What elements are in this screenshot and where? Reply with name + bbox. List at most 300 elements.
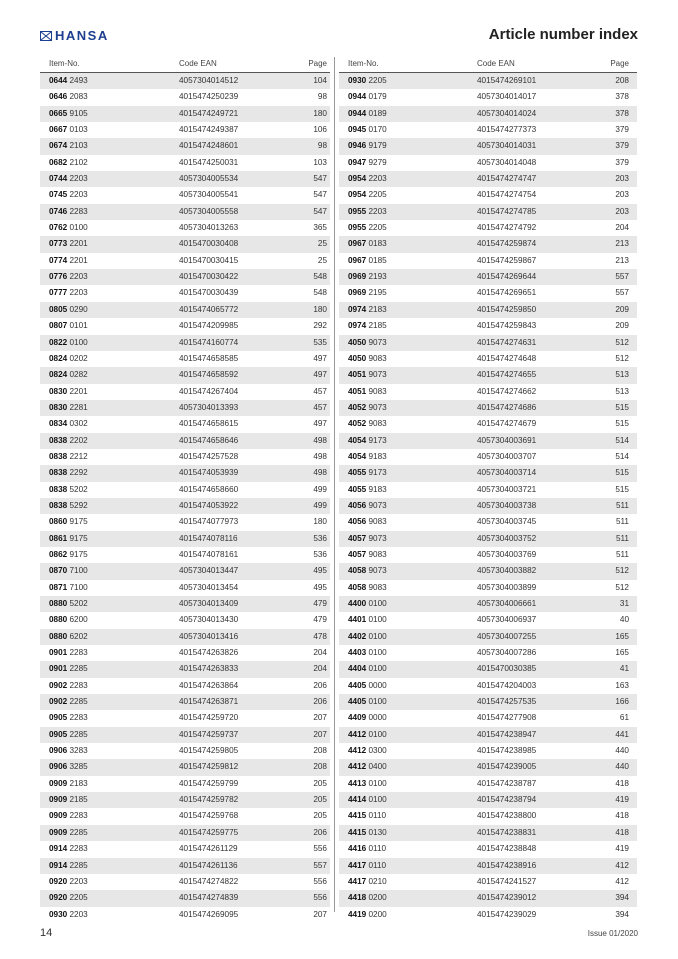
ean-code: 4015474274662 <box>477 386 537 396</box>
item-prefix: 4419 <box>348 909 367 919</box>
item-suffix: 0302 <box>69 419 88 429</box>
item-number <box>348 580 387 596</box>
item-prefix: 4050 <box>348 353 367 363</box>
item-prefix: 0862 <box>49 549 68 559</box>
item-prefix: 4417 <box>348 876 367 886</box>
item-prefix: 0902 <box>49 697 68 707</box>
ean-code: 4015470030408 <box>179 239 239 249</box>
item-number <box>348 384 387 400</box>
table-row <box>339 220 637 236</box>
ean-code: 4015474259799 <box>179 778 239 788</box>
item-prefix: 0947 <box>348 157 367 167</box>
item-suffix: 2193 <box>368 272 387 282</box>
item-prefix: 4050 <box>348 337 367 347</box>
page-ref: 379 <box>615 141 629 151</box>
ean-code: 4057304003738 <box>477 500 537 510</box>
item-suffix: 9179 <box>368 141 387 151</box>
item-suffix: 0101 <box>69 321 88 331</box>
item-number <box>49 841 88 857</box>
ean-code: 4015474261136 <box>179 860 238 870</box>
page-ref: 557 <box>313 860 327 870</box>
table-row <box>339 482 637 498</box>
table-row <box>339 661 637 677</box>
ean-code: 4015474274648 <box>477 353 537 363</box>
item-suffix: 2283 <box>69 811 88 821</box>
table-row <box>339 759 637 775</box>
table-row <box>339 841 637 857</box>
item-number <box>49 253 88 269</box>
item-suffix: 0282 <box>69 370 88 380</box>
page-ref: 41 <box>619 664 629 674</box>
table-row <box>339 449 637 465</box>
page-ref: 547 <box>313 190 327 200</box>
item-prefix: 4401 <box>348 615 367 625</box>
item-number <box>49 874 88 890</box>
page-ref: 497 <box>313 370 327 380</box>
page-ref: 515 <box>615 484 629 494</box>
item-number <box>348 433 387 449</box>
page-ref: 378 <box>615 92 629 102</box>
page-ref: 418 <box>615 778 629 788</box>
item-suffix: 9083 <box>368 582 387 592</box>
item-suffix: 0290 <box>69 304 88 314</box>
page-ref: 512 <box>615 353 629 363</box>
item-prefix: 4403 <box>348 648 367 658</box>
page-ref: 106 <box>313 125 327 135</box>
item-suffix: 7100 <box>69 566 88 576</box>
item-number <box>49 236 88 252</box>
item-suffix: 2205 <box>368 76 387 85</box>
page-ref: 440 <box>615 746 629 756</box>
page-ref: 209 <box>615 304 629 314</box>
page-ref: 365 <box>313 223 327 233</box>
ean-code: 4057304013263 <box>179 223 239 233</box>
item-suffix: 3283 <box>69 746 88 756</box>
item-suffix: 2195 <box>368 288 387 298</box>
item-number <box>348 220 387 236</box>
item-prefix: 0920 <box>49 893 68 903</box>
item-number <box>49 285 88 301</box>
page-ref: 208 <box>313 762 327 772</box>
ean-code: 4015474250031 <box>179 157 239 167</box>
table-row <box>40 645 330 661</box>
item-suffix: 0000 <box>368 713 387 723</box>
table-row <box>339 727 637 743</box>
item-prefix: 0909 <box>49 778 68 788</box>
item-number <box>49 907 88 923</box>
item-prefix: 4404 <box>348 664 367 674</box>
item-suffix: 2203 <box>69 272 88 282</box>
item-suffix: 2205 <box>368 223 387 233</box>
right-column <box>339 57 637 923</box>
table-row <box>40 727 330 743</box>
item-prefix: 0906 <box>49 762 68 772</box>
page-ref: 556 <box>313 876 327 886</box>
table-row <box>339 285 637 301</box>
item-prefix: 4052 <box>348 419 367 429</box>
item-prefix: 4055 <box>348 484 367 494</box>
item-number <box>348 743 387 759</box>
table-row <box>40 482 330 498</box>
item-suffix: 9083 <box>368 517 387 527</box>
item-suffix: 2185 <box>368 321 387 331</box>
table-row <box>339 580 637 596</box>
table-row <box>40 73 330 89</box>
item-number <box>49 187 88 203</box>
ean-code: 4057304013454 <box>179 582 239 592</box>
table-row <box>40 367 330 383</box>
item-suffix: 2205 <box>368 190 387 200</box>
table-row <box>40 433 330 449</box>
item-prefix: 4412 <box>348 762 367 772</box>
ean-code: 4015474267404 <box>179 386 239 396</box>
item-suffix: 2283 <box>69 206 88 216</box>
item-prefix: 0774 <box>49 255 68 265</box>
ean-code: 4057304014031 <box>477 141 537 151</box>
item-prefix: 0830 <box>49 402 68 412</box>
item-number <box>49 759 88 775</box>
item-suffix: 0189 <box>368 108 387 118</box>
item-suffix: 0200 <box>368 909 387 919</box>
page-ref: 536 <box>313 533 327 543</box>
item-number <box>348 858 386 874</box>
issue-label: Issue 01/2020 <box>587 929 638 938</box>
item-number <box>348 367 387 383</box>
item-suffix: 6200 <box>69 615 88 625</box>
page-ref: 515 <box>615 419 629 429</box>
table-row <box>40 220 330 236</box>
page-ref: 206 <box>313 827 327 837</box>
item-prefix: 0944 <box>348 108 367 118</box>
page-ref: 165 <box>615 631 629 641</box>
item-number <box>348 253 387 269</box>
item-number <box>348 351 387 367</box>
item-prefix: 0860 <box>49 517 68 527</box>
item-suffix: 2183 <box>368 304 387 314</box>
item-number <box>49 482 88 498</box>
item-prefix: 0955 <box>348 223 367 233</box>
page-ref: 180 <box>313 304 327 314</box>
item-suffix: 0000 <box>368 680 387 690</box>
item-prefix: 4056 <box>348 517 367 527</box>
item-suffix: 0110 <box>368 844 387 854</box>
table-row <box>339 858 637 874</box>
item-prefix: 0930 <box>348 76 367 85</box>
item-number <box>49 514 88 530</box>
page-ref: 180 <box>313 517 327 527</box>
ean-code: 4015474259867 <box>477 255 537 265</box>
page-ref: 479 <box>313 599 327 608</box>
item-number <box>49 416 88 432</box>
item-suffix: 0110 <box>368 860 387 870</box>
item-suffix: 9083 <box>368 386 387 396</box>
page-ref: 165 <box>615 648 629 658</box>
ean-code: 4015474259782 <box>179 795 239 805</box>
item-prefix: 4400 <box>348 599 367 608</box>
table-row <box>339 73 637 89</box>
item-suffix: 2203 <box>69 190 88 200</box>
item-prefix: 0746 <box>49 206 68 216</box>
item-number <box>348 236 387 252</box>
item-suffix: 2283 <box>69 713 88 723</box>
page-ref: 495 <box>313 566 327 576</box>
table-row <box>40 694 330 710</box>
table-row <box>40 629 330 645</box>
item-number <box>348 661 387 677</box>
item-suffix: 0170 <box>368 125 387 135</box>
table-row <box>40 563 330 579</box>
item-suffix: 9173 <box>368 435 387 445</box>
page-ref: 557 <box>615 288 629 298</box>
table-row <box>339 204 637 220</box>
page-ref: 498 <box>313 451 327 461</box>
item-prefix: 0930 <box>49 909 68 919</box>
item-suffix: 6202 <box>69 631 88 641</box>
item-number <box>49 678 88 694</box>
item-suffix: 2285 <box>69 664 88 674</box>
page-ref: 514 <box>615 435 629 445</box>
item-prefix: 0777 <box>49 288 68 298</box>
ean-code: 4057304013393 <box>179 402 239 412</box>
page-ref: 419 <box>615 795 629 805</box>
item-prefix: 0946 <box>348 141 367 151</box>
ean-code: 4015474658615 <box>179 419 239 429</box>
page-ref: 379 <box>615 125 629 135</box>
ean-code: 4015474249387 <box>179 125 239 135</box>
page-ref: 513 <box>615 370 629 380</box>
page-ref: 204 <box>313 664 327 674</box>
ean-code: 4015474249721 <box>179 108 239 118</box>
item-suffix: 2292 <box>69 468 88 478</box>
page-ref: 98 <box>317 92 327 102</box>
item-prefix: 0954 <box>348 190 367 200</box>
item-suffix: 2212 <box>69 451 88 461</box>
ean-code: 4015474238787 <box>477 778 537 788</box>
item-suffix: 9105 <box>69 108 88 118</box>
item-number <box>49 498 88 514</box>
page-ref: 204 <box>313 648 327 658</box>
item-prefix: 0914 <box>49 860 68 870</box>
page-number: 14 <box>40 927 53 939</box>
item-prefix: 0969 <box>348 288 367 298</box>
table-row <box>339 416 637 432</box>
table-row <box>40 449 330 465</box>
item-number <box>49 269 88 285</box>
ean-code: 4015474238947 <box>477 729 537 739</box>
table-row <box>40 596 330 612</box>
item-suffix: 0100 <box>69 223 88 233</box>
table-row <box>40 710 330 726</box>
table-row <box>339 106 637 122</box>
item-number <box>49 792 88 808</box>
item-number <box>49 335 88 351</box>
item-prefix: 0744 <box>49 174 68 184</box>
item-suffix: 0100 <box>69 337 88 347</box>
page-ref: 478 <box>313 631 327 641</box>
item-prefix: 0974 <box>348 304 367 314</box>
page-title: Article number index <box>488 26 638 43</box>
page-ref: 203 <box>615 206 629 216</box>
item-number <box>49 384 88 400</box>
item-number <box>348 89 387 105</box>
item-number <box>348 874 387 890</box>
ean-code: 4057304013447 <box>179 566 239 576</box>
table-row <box>339 514 637 530</box>
page-ref: 208 <box>615 76 629 85</box>
page-ref: 203 <box>615 190 629 200</box>
table-row <box>40 841 330 857</box>
page-ref: 418 <box>615 811 629 821</box>
table-row <box>40 776 330 792</box>
table-row <box>40 907 330 923</box>
item-suffix: 9083 <box>368 353 387 363</box>
left-column <box>40 57 330 923</box>
item-number <box>49 318 88 334</box>
item-suffix: 2285 <box>69 827 88 837</box>
item-suffix: 2203 <box>368 174 387 184</box>
item-suffix: 2183 <box>69 778 88 788</box>
page-ref: 512 <box>615 566 629 576</box>
item-number <box>348 449 387 465</box>
item-suffix: 0130 <box>368 827 387 837</box>
item-prefix: 4412 <box>348 729 367 739</box>
item-number <box>49 563 88 579</box>
ean-code: 4057304006937 <box>477 615 537 625</box>
item-prefix: 0838 <box>49 451 68 461</box>
item-prefix: 0967 <box>348 255 367 265</box>
ean-code: 4057304003691 <box>477 435 537 445</box>
ean-code: 4015474658585 <box>179 353 239 363</box>
item-number <box>49 400 88 416</box>
item-prefix: 0834 <box>49 419 68 429</box>
page-ref: 547 <box>313 206 327 216</box>
page-ref: 511 <box>615 517 629 527</box>
item-suffix: 9083 <box>368 419 387 429</box>
item-suffix: 9073 <box>368 500 387 510</box>
item-prefix: 4052 <box>348 402 367 412</box>
item-number <box>49 645 88 661</box>
item-suffix: 2203 <box>69 909 88 919</box>
page-ref: 419 <box>615 844 629 854</box>
item-prefix: 0920 <box>49 876 68 886</box>
table-row <box>40 204 330 220</box>
table-row <box>339 645 637 661</box>
column-header <box>339 57 637 73</box>
item-prefix: 0667 <box>49 125 68 135</box>
item-number <box>49 367 88 383</box>
table-row <box>40 661 330 677</box>
ean-code: 4057304005558 <box>179 206 239 216</box>
item-suffix: 0185 <box>368 255 387 265</box>
table-row <box>339 531 637 547</box>
page-ref: 213 <box>615 239 629 249</box>
table-row <box>40 498 330 514</box>
table-row <box>339 433 637 449</box>
item-number <box>348 187 387 203</box>
item-suffix: 0100 <box>368 615 387 625</box>
item-number <box>49 890 88 906</box>
item-suffix: 9175 <box>69 533 88 543</box>
ean-code: 4015474259720 <box>179 713 239 723</box>
table-row <box>40 138 330 154</box>
item-suffix: 9183 <box>368 451 387 461</box>
item-prefix: 0909 <box>49 827 68 837</box>
item-prefix: 0861 <box>49 533 68 543</box>
item-prefix: 4414 <box>348 795 367 805</box>
page-header <box>40 24 638 48</box>
item-prefix: 4058 <box>348 566 367 576</box>
item-prefix: 0807 <box>49 321 68 331</box>
page-ref: 208 <box>313 746 327 756</box>
item-suffix: 0100 <box>368 664 387 674</box>
ean-code: 4015474259768 <box>179 811 239 821</box>
item-number <box>348 531 387 547</box>
item-prefix: 0830 <box>49 386 68 396</box>
item-number <box>49 727 88 743</box>
table-row <box>40 759 330 775</box>
page-header: Page <box>308 59 327 68</box>
table-row <box>339 874 637 890</box>
item-number <box>348 776 387 792</box>
table-row <box>40 89 330 105</box>
page-ref: 205 <box>313 778 327 788</box>
page-ref: 98 <box>317 141 327 151</box>
item-prefix: 0674 <box>49 141 68 151</box>
item-number <box>49 825 88 841</box>
item-number <box>348 759 387 775</box>
ean-code: 4015474077973 <box>179 517 239 527</box>
item-prefix: 0870 <box>49 566 68 576</box>
item-number <box>348 907 387 923</box>
page-header: Page <box>610 59 629 68</box>
page-ref: 499 <box>313 484 327 494</box>
item-suffix: 2103 <box>69 141 88 151</box>
item-suffix: 0400 <box>368 762 387 772</box>
item-suffix: 2201 <box>69 239 88 249</box>
ean-code: 4015474160774 <box>179 337 239 347</box>
item-suffix: 2283 <box>69 844 88 854</box>
item-number <box>49 776 88 792</box>
ean-code: 4015474658660 <box>179 484 239 494</box>
table-row <box>40 743 330 759</box>
item-number <box>348 514 387 530</box>
item-prefix: 0838 <box>49 468 68 478</box>
item-prefix: 4051 <box>348 386 367 396</box>
table-row <box>40 302 330 318</box>
page-ref: 499 <box>313 500 327 510</box>
table-row <box>40 318 330 334</box>
item-suffix: 9073 <box>368 533 387 543</box>
item-number <box>348 269 387 285</box>
table-row <box>40 285 330 301</box>
item-suffix: 0100 <box>368 778 387 788</box>
item-number <box>49 220 88 236</box>
item-number <box>49 612 88 628</box>
item-prefix: 4058 <box>348 582 367 592</box>
page-ref: 457 <box>313 402 327 412</box>
table-row <box>339 351 637 367</box>
table-row <box>40 400 330 416</box>
ean-code: 4057304014017 <box>477 92 537 102</box>
table-row <box>40 792 330 808</box>
item-number <box>348 482 387 498</box>
ean-code: 4015474239012 <box>477 893 537 903</box>
item-number <box>49 204 88 220</box>
item-prefix: 4054 <box>348 435 367 445</box>
item-number <box>49 449 88 465</box>
item-prefix: 0909 <box>49 795 68 805</box>
ean-code: 4015474238831 <box>477 827 537 837</box>
